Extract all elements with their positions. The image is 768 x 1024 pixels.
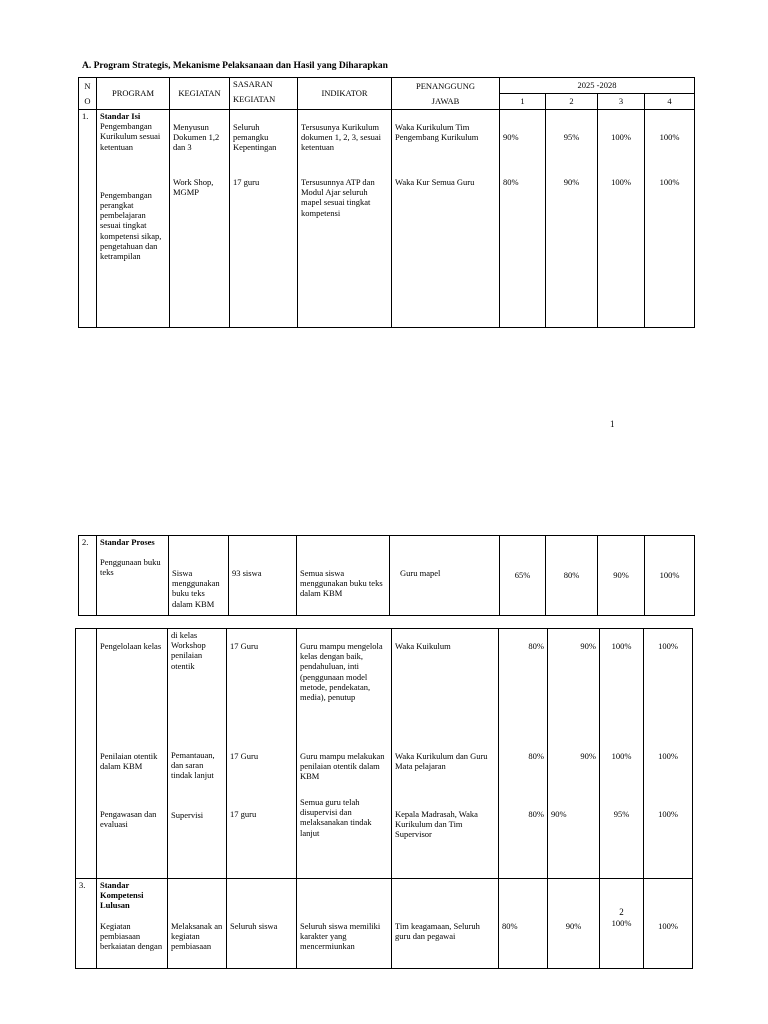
- s2b-row2-y4: 100%: [658, 751, 678, 761]
- s2b-row3-y3: 95%: [613, 809, 630, 819]
- section2b-y3-cell: [600, 629, 644, 879]
- header-period: 2025 -2028: [500, 78, 695, 94]
- section2-no: 2.: [79, 536, 97, 616]
- header-year-1: 1: [500, 94, 546, 110]
- s1-row1-pj: Waka Kurikulum Tim Pengembang Kurikulum: [395, 122, 479, 143]
- s3-y1: 80%: [499, 879, 548, 969]
- s2-y4: 100%: [645, 536, 695, 616]
- s3-y2: 90%: [548, 879, 600, 969]
- s2b-row3-sasaran: 17 guru: [230, 809, 257, 819]
- s2-indikator: Semua siswa menggunakan buku teks dalam KBM: [297, 536, 390, 616]
- s2-kegiatan: Siswa menggunakan buku teks dalam KBM: [169, 536, 229, 616]
- s2b-row1-y3: 100%: [611, 641, 632, 651]
- s2b-row1-y2: 90%: [580, 641, 596, 651]
- page-number-2: 2: [619, 907, 624, 917]
- s1-row1-sasaran: Seluruh pemangku Kepentingan: [233, 122, 277, 153]
- s1-row2-sasaran: 17 guru: [233, 177, 260, 187]
- s2b-row2-indikator: Guru mampu melakukan penilaian otentik dalam KBM: [300, 751, 385, 782]
- s2b-row3-kegiatan: Supervisi: [171, 810, 204, 820]
- s1-row1-y4: 100%: [659, 132, 680, 142]
- s2b-row2-y1: 80%: [528, 751, 544, 761]
- header-penanggung-jawab: [392, 78, 500, 110]
- header-indikator: INDIKATOR: [298, 78, 392, 110]
- section-heading: A. Program Strategis, Mekanisme Pelaksanaan dan Hasil yang Diharapkan: [82, 61, 388, 71]
- s1-row1-y3: 100%: [611, 132, 631, 142]
- section1-no: 1.: [79, 110, 97, 328]
- header-kegiatan: KEGIATAN: [170, 78, 230, 110]
- s1-row1-kegiatan: Menyusun Dokumen 1,2 dan 3: [173, 122, 220, 153]
- s2b-row3-program: Pengawasan dan evaluasi: [100, 809, 157, 830]
- section2b-program-cell: [97, 629, 168, 879]
- s3-indikator: Seluruh siswa memiliki karakter yang mencermiunkan: [297, 879, 392, 969]
- program-table-3: [75, 628, 693, 969]
- section2b-y4-cell: [644, 629, 693, 879]
- s2-y3: 90%: [598, 536, 645, 616]
- s1-row2-y1: 80%: [503, 177, 519, 187]
- s2b-row2-y2: 90%: [580, 751, 596, 761]
- header-sasaran: [230, 78, 298, 110]
- section1-y3-cell: [598, 110, 645, 328]
- s2b-row2-sasaran: 17 Guru: [230, 751, 259, 761]
- section1-y1-cell: [500, 110, 546, 328]
- header-sasaran-line1: SASARAN: [233, 79, 273, 89]
- section1-program-cell: [97, 110, 170, 328]
- section3-no: 3.: [76, 879, 97, 969]
- section2b-kegiatan-cell: [168, 629, 227, 879]
- s2b-row1-indikator: Guru mampu mengelola kelas dengan baik, pendahuluan, inti (penggunaan model metode, pendekatan, media), penutup: [300, 641, 383, 702]
- s3-pj: Tim keagamaan, Seluruh guru dan pegawai: [392, 879, 499, 969]
- s2-y1: 65%: [500, 536, 546, 616]
- s3-kegiatan: Melaksanak an kegiatan pembiasaan: [168, 879, 227, 969]
- page-number-1: 1: [610, 419, 615, 429]
- s2b-row1-sasaran: 17 Guru: [230, 641, 259, 651]
- s1-row2-kegiatan: Work Shop, MGMP: [173, 177, 214, 198]
- header-no-line2: O: [84, 95, 91, 106]
- header-year-3: 3: [598, 94, 645, 110]
- s2b-row3-y4: 100%: [658, 809, 678, 819]
- s2b-row3-pj: Kepala Madrasah, Waka Kurikulum dan Tim Supervisor: [395, 809, 478, 840]
- program-table-1: [78, 77, 695, 328]
- s1-row2-y3: 100%: [611, 177, 631, 187]
- section2-title: Standar Proses: [100, 537, 155, 547]
- header-year-4: 4: [645, 94, 695, 110]
- s2-pj: Guru mapel: [390, 536, 500, 616]
- s2b-row3-y1: 80%: [528, 809, 544, 819]
- s1-row1-y1: 90%: [503, 132, 519, 142]
- section1-title: Standar Isi: [100, 111, 141, 121]
- s3-program: Kegiatan pembiasaan berkaiatan dengan: [100, 920, 163, 951]
- section1-y2-cell: [546, 110, 598, 328]
- section2-program-cell: [97, 536, 169, 616]
- header-pj-line1: PENANGGUNG: [415, 80, 476, 91]
- s3-y4: 100%: [644, 879, 693, 969]
- section1-sasaran-cell: [230, 110, 298, 328]
- header-year-2: 2: [546, 94, 598, 110]
- s2b-row1-pj: Waka Kuikulum: [395, 641, 451, 651]
- s2b-row2-program: Penilaian otentik dalam KBM: [100, 751, 158, 772]
- s2b-row2-kegiatan: Pemantauan, dan saran tindak lanjut: [171, 750, 215, 781]
- section2b-indikator-cell: [297, 629, 392, 879]
- section1-kegiatan-cell: [170, 110, 230, 328]
- section1-pj-cell: [392, 110, 500, 328]
- section2b-no: [76, 629, 97, 879]
- s2b-row1-y4: 100%: [658, 641, 678, 651]
- s2b-row2-y3: 100%: [611, 751, 632, 761]
- s2b-row1-program: Pengelolaan kelas: [100, 641, 162, 651]
- s2b-row1-y1: 80%: [528, 641, 544, 651]
- section3-program-cell: [97, 879, 168, 969]
- s3-y3: 100%: [611, 917, 632, 928]
- header-sasaran-line2: KEGIATAN: [233, 94, 276, 105]
- header-program: PROGRAM: [97, 78, 170, 110]
- s1-row2-pj: Waka Kur Semua Guru: [395, 177, 475, 187]
- s3-sasaran: Seluruh siswa: [227, 879, 297, 969]
- header-pj-line2: JAWAB: [431, 96, 460, 106]
- section2b-y1-cell: [499, 629, 548, 879]
- s2-y2: 80%: [546, 536, 598, 616]
- section1-indikator-cell: [298, 110, 392, 328]
- header-no: [79, 78, 97, 110]
- header-no-line1: N: [84, 81, 91, 92]
- s1-row1-y2: 95%: [563, 132, 580, 142]
- section1-y4-cell: [645, 110, 695, 328]
- s2b-row2-pj: Waka Kurikulum dan Guru Mata pelajaran: [395, 751, 488, 772]
- s1-row1-program: Pengembangan Kurikulum sesuai ketentuan: [100, 121, 161, 152]
- s2b-row3-y2: 90%: [551, 809, 567, 819]
- section2b-pj-cell: [392, 629, 499, 879]
- s2b-row1-kegiatan: di kelas Workshop penilaian otentik: [171, 630, 206, 671]
- s1-row2-program: Pengembangan perangkat pembelajaran sesuai tingkat kompetensi sikap, pengetahuan dan ketrampilan: [100, 189, 162, 261]
- s2-program: Penggunaan buku teks: [100, 557, 161, 578]
- s1-row1-indikator: Tersusunya Kurikulum dokumen 1, 2, 3, sesuai ketentuan: [301, 122, 382, 153]
- section2b-y2-cell: [548, 629, 600, 879]
- s3-y3-cell: [600, 879, 644, 969]
- s1-row2-y4: 100%: [659, 177, 680, 187]
- s1-row2-indikator: Tersusunnya ATP dan Modul Ajar seluruh mapel sesuai tingkat kompetensi: [301, 177, 375, 218]
- s2-sasaran: 93 siswa: [229, 536, 297, 616]
- s2b-row3-indikator: Semua guru telah disupervisi dan melaksanakan tindak lanjut: [300, 797, 372, 838]
- program-table-2: [78, 535, 695, 616]
- section2b-sasaran-cell: [227, 629, 297, 879]
- s1-row2-y2: 90%: [563, 177, 580, 187]
- section3-title: Standar Kompetensi Lulusan: [100, 880, 144, 911]
